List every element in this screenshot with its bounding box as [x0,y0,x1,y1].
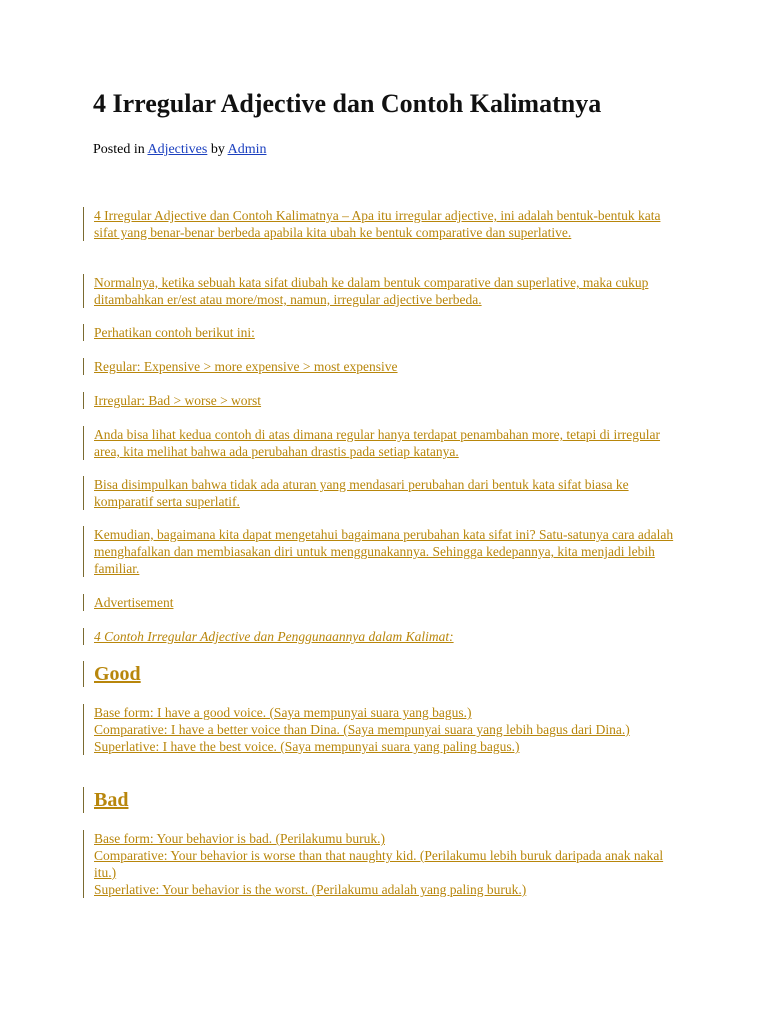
section-heading-bad[interactable]: Bad [83,787,128,813]
page-title: 4 Irregular Adjective dan Contoh Kalimatnya [93,89,602,118]
paragraph-comparison[interactable]: Anda bisa lihat kedua contoh di atas dimana regular hanya terdapat penambahan more, tetapi di irregular area, kita melihat bahwa ada perubahan drastis pada setiap katanya. [83,426,683,460]
good-superlative[interactable]: Superlative: I have the best voice. (Saya mempunyai suara yang paling bagus.) [94,739,520,754]
bad-comparative[interactable]: Comparative: Your behavior is worse than that naughty kid. (Perilakumu lebih buruk daripada anak nakal itu.) [94,848,664,880]
post-meta [93,141,683,159]
advertisement-link[interactable]: Advertisement [83,594,683,611]
section-bad-examples[interactable] [83,830,683,898]
bad-base-form[interactable]: Base form: Your behavior is bad. (Perilakumu buruk.) [94,831,385,846]
by-label: by [210,142,225,157]
bad-superlative[interactable]: Superlative: Your behavior is the worst. (Perilakumu adalah yang paling buruk.) [94,882,527,897]
paragraph-regular-example[interactable]: Regular: Expensive > more expensive > most expensive [83,358,683,375]
good-comparative[interactable]: Comparative: I have a better voice than Dina. (Saya mempunyai suara yang lebih bagus dari Dina.) [94,722,630,737]
paragraph-conclusion[interactable]: Bisa disimpulkan bahwa tidak ada aturan yang mendasari perubahan dari bentuk kata sifat biasa ke komparatif serta superlatif. [83,476,683,510]
good-base-form[interactable]: Base form: I have a good voice. (Saya mempunyai suara yang bagus.) [94,705,472,720]
paragraph-irregular-example[interactable]: Irregular: Bad > worse > worst [83,392,683,409]
posted-in-label: Posted in [93,142,145,157]
paragraph-normal[interactable]: Normalnya, ketika sebuah kata sifat diubah ke dalam bentuk comparative dan superlative, maka cukup ditambahkan er/est atau more/most, namun, irregular adjective berbeda. [83,274,683,308]
category-link[interactable]: Adjectives [147,142,208,157]
subheading-examples[interactable]: 4 Contoh Irregular Adjective dan Penggunaannya dalam Kalimat: [83,628,683,645]
section-good-examples[interactable] [83,704,683,755]
author-link[interactable]: Admin [227,142,267,157]
paragraph-how-to[interactable]: Kemudian, bagaimana kita dapat mengetahui bagaimana perubahan kata sifat ini? Satu-satunya cara adalah menghafalkan dan membiasakan diri untuk menggunakannya. Sehingga kedepannya, kita menjadi lebih familiar. [83,526,683,577]
paragraph-intro[interactable]: 4 Irregular Adjective dan Contoh Kalimatnya – Apa itu irregular adjective, ini adalah bentuk-bentuk kata sifat yang benar-benar berbeda apabila kita ubah ke bentuk comparative dan superlative. [83,207,683,241]
section-heading-good[interactable]: Good [83,661,141,687]
article-header [93,88,683,159]
paragraph-attention[interactable]: Perhatikan contoh berikut ini: [83,324,683,341]
